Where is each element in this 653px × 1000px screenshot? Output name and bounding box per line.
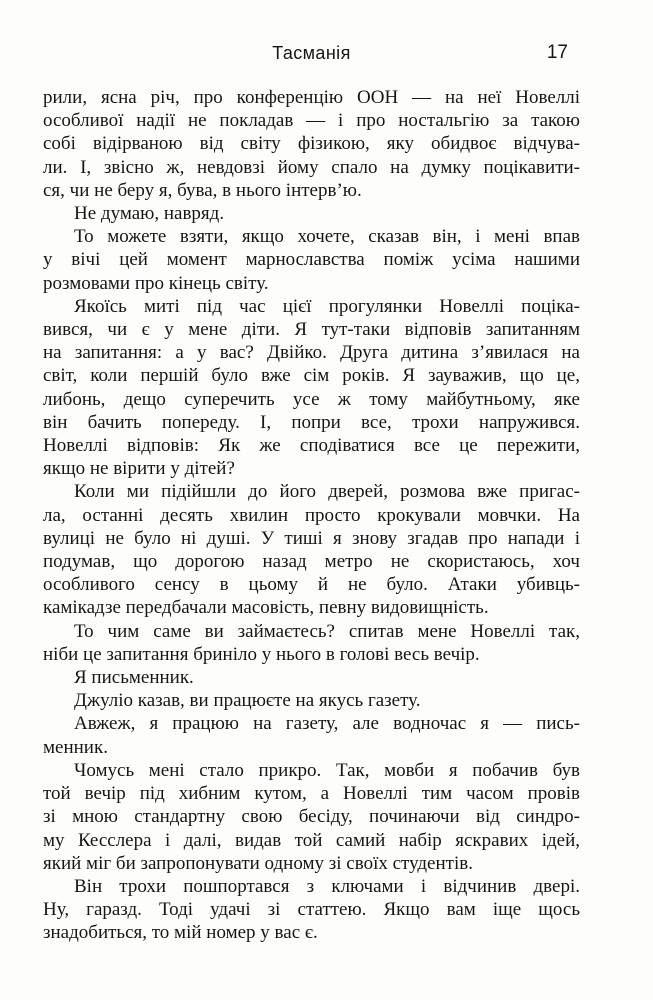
text-line: Коли ми підійшли до його дверей, розмова вже пригас- <box>74 481 580 503</box>
text-line: знадобиться, то мій номер у вас є. <box>43 922 318 944</box>
paragraph <box>43 759 580 875</box>
paragraph <box>43 712 580 758</box>
text-line: Авжеж, я працюю на газету, але водночас я — пись- <box>74 713 580 735</box>
paragraph <box>43 620 580 666</box>
text-line: Джуліо казав, ви працюєте на якусь газету. <box>74 690 421 712</box>
text-line: який міг би запропонувати одному зі своїх студентів. <box>43 852 473 874</box>
text-line: Не думаю, навряд. <box>74 203 225 225</box>
text-line: якщо не вірити у дітей? <box>43 458 235 480</box>
text-line: рили, ясна річ, про конференцію ООН — на неї Новеллі <box>43 87 580 108</box>
text-line: у вічі цей момент марнославства поміж усіма нашими <box>43 249 580 271</box>
text-line: ла, останні десять хвилин просто крокували мовчки. На <box>43 504 580 526</box>
text-line: зі мною стандартну свою бесіду, починаючи від синдро- <box>43 806 580 828</box>
paragraph <box>43 689 580 712</box>
text-line: Я письменник. <box>74 667 194 689</box>
text-line: Він трохи пошпортався з ключами і відчинив двері. <box>74 875 580 897</box>
text-line: подумав, що дорогою назад метро не скористаюсь, хоч <box>43 551 580 573</box>
paragraph <box>43 202 580 225</box>
text-line: вився, чи є у мене діти. Я тут-таки відповів запитанням <box>43 319 580 341</box>
paragraph <box>43 295 580 481</box>
page-number: 17 <box>546 42 568 63</box>
text-line: він бачить попереду. І, попри все, трохи напружився. <box>43 411 580 433</box>
text-line: камікадзе передбачали масовість, певну видовищність. <box>43 597 489 619</box>
text-line: ся, чи не беру я, бува, в нього інтерв’ю. <box>43 179 362 201</box>
text-line: Новеллі відповів: Як же сподіватися все це пережити, <box>43 435 580 457</box>
text-line: менник. <box>43 736 108 758</box>
text-line: світ, коли першій було вже сім років. Я зауважив, що це, <box>43 365 580 387</box>
page-text <box>43 86 580 945</box>
text-line: То можете взяти, якщо хочете, сказав він, і мені впав <box>74 226 580 248</box>
paragraph <box>43 86 580 202</box>
page-header <box>43 43 580 67</box>
text-line: либонь, дещо суперечить усе ж тому майбутньому, яке <box>43 388 580 410</box>
text-line: розмовами про кінець світу. <box>43 272 269 294</box>
text-line: вулиці не було ні душі. У тиші я знову згадав про напади і <box>43 527 580 549</box>
text-line: собі відірваною від світу фізикою, яку обидвоє відчува- <box>43 133 580 155</box>
text-line: на запитання: а у вас? Двійко. Друга дитина з’явилася на <box>43 342 580 364</box>
paragraph <box>43 666 580 689</box>
text-line: особливої надії не покладав — і про ностальгію за такою <box>43 110 580 132</box>
text-line: ли. І, звісно ж, невдовзі йому спало на думку поцікавити- <box>43 156 580 178</box>
text-line: Чомусь мені стало прикро. Так, мовби я побачив був <box>74 759 580 781</box>
text-line: Ну, гаразд. Тоді удачі зі статтею. Якщо вам іще щось <box>43 899 580 921</box>
text-line: Якоїсь миті під час цієї прогулянки Новеллі поціка- <box>74 295 580 317</box>
paragraph <box>43 225 580 295</box>
text-line: ніби це запитання бриніло у нього в голові весь вечір. <box>43 643 480 665</box>
paragraph <box>43 480 580 619</box>
text-line: той вечір під хибним кутом, а Новеллі тим часом провів <box>43 783 580 805</box>
text-line: особливого сенсу в цьому й не було. Атаки убивць- <box>43 574 580 596</box>
text-line: му Кесслера і далі, видав той самий набір яскравих ідей, <box>43 829 580 851</box>
paragraph <box>43 875 580 945</box>
running-header-title: Тасманія <box>272 43 351 63</box>
text-line: То чим саме ви займаєтесь? спитав мене Новеллі так, <box>74 620 580 642</box>
